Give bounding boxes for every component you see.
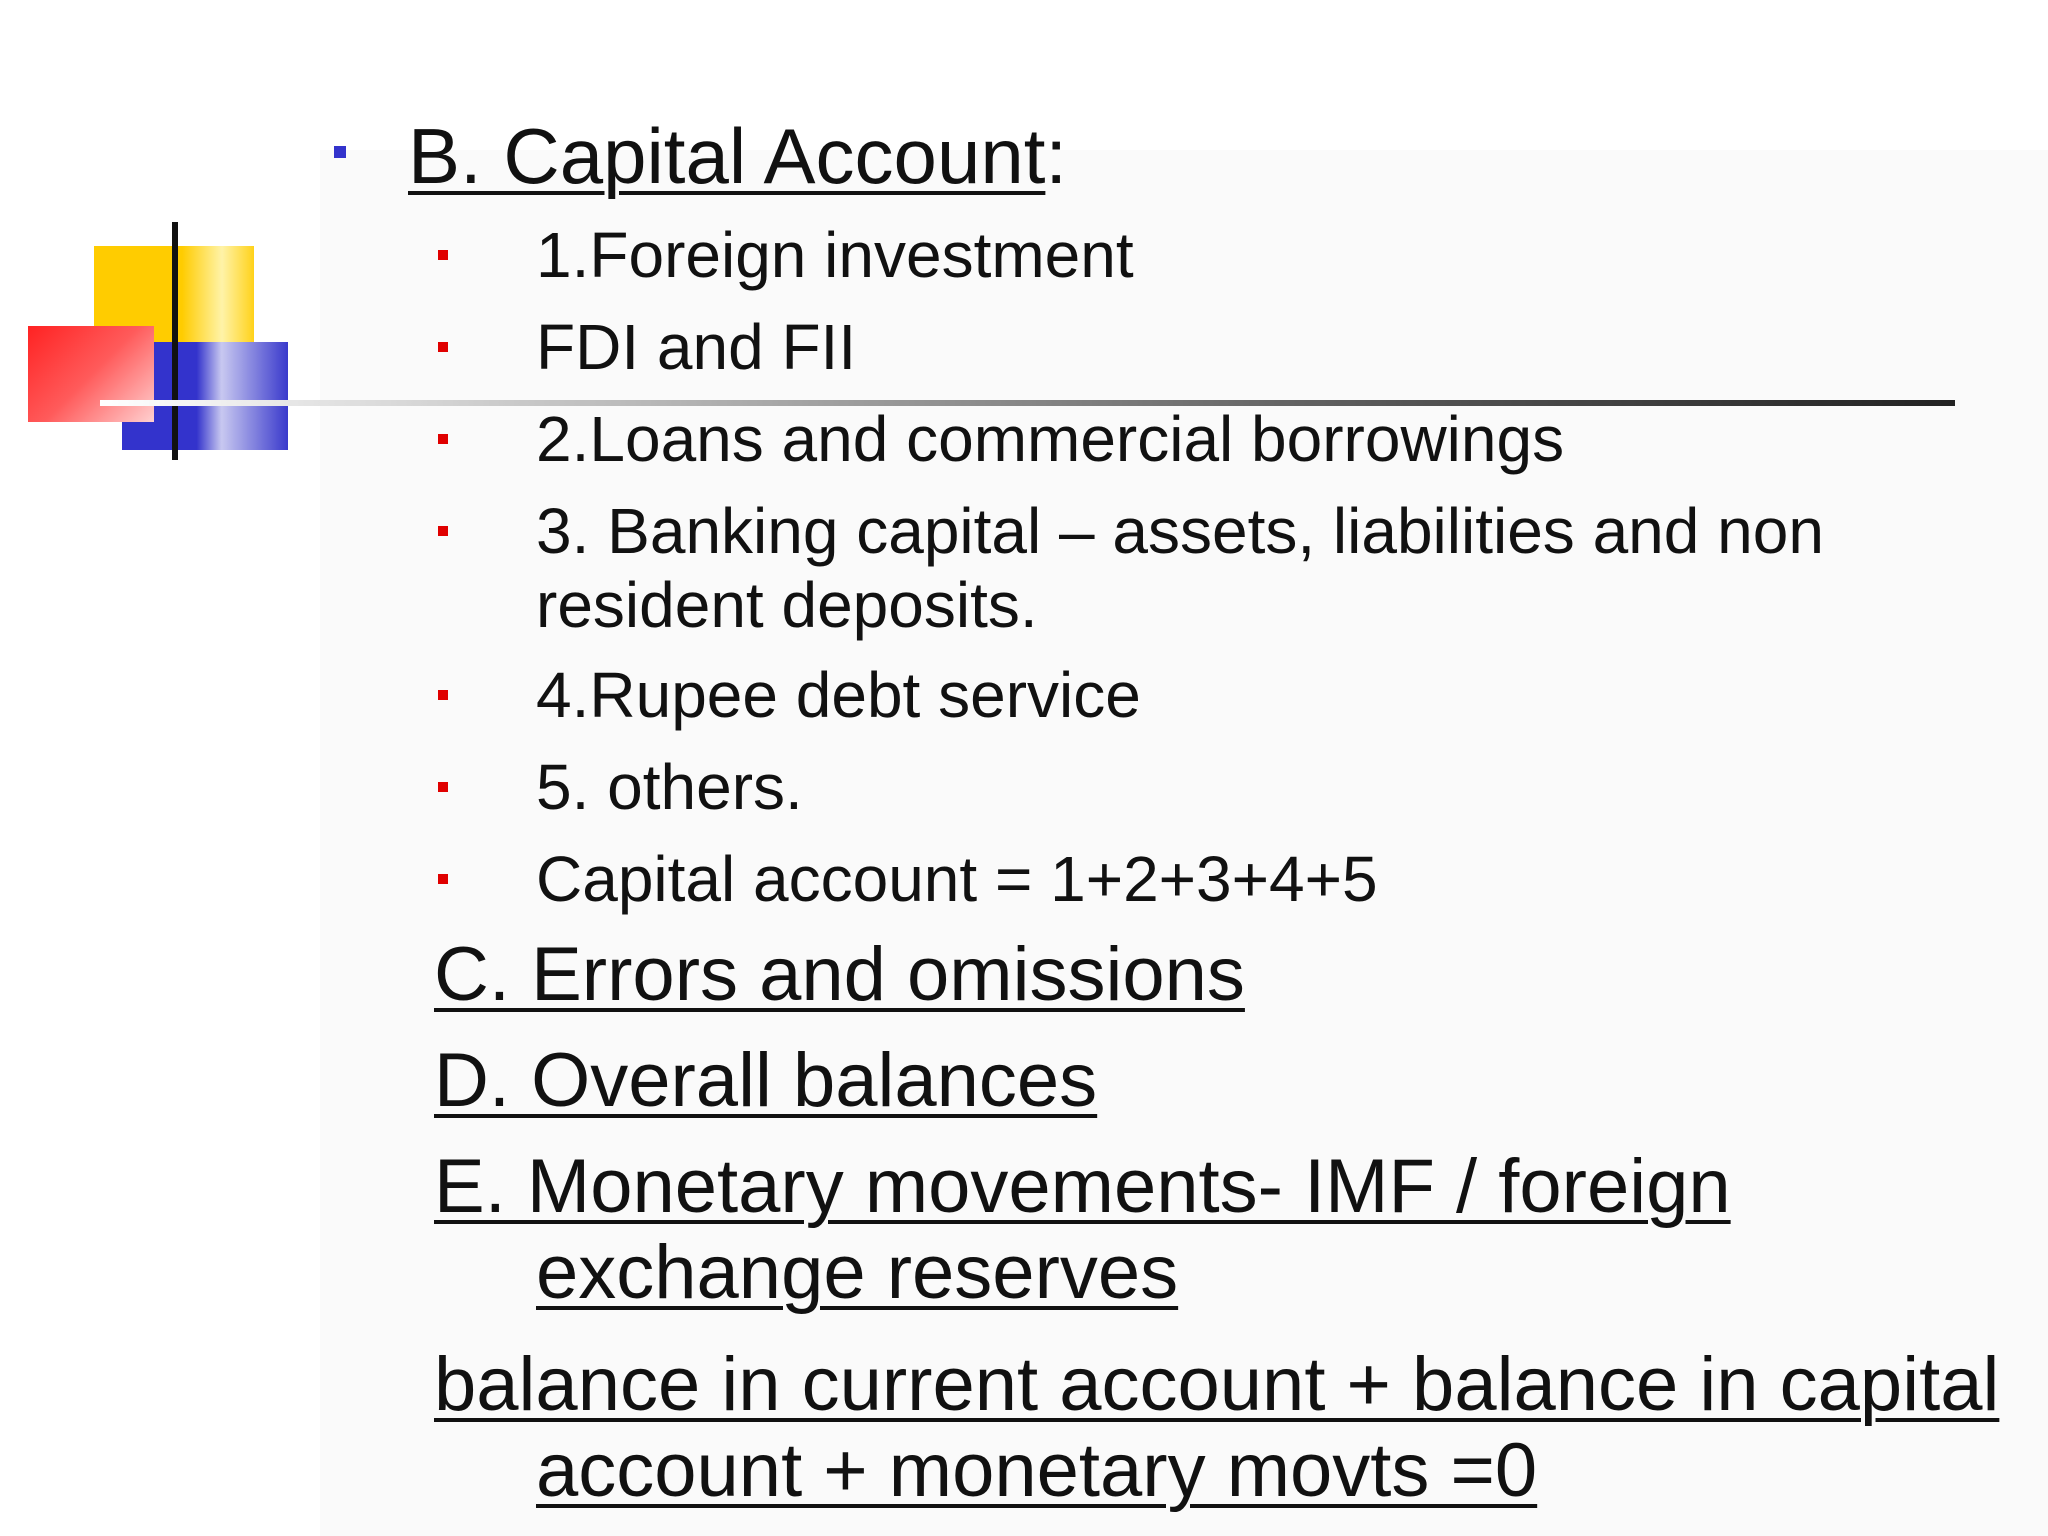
- list-item-text: FDI and FII: [536, 311, 857, 383]
- list-item-text: 5. others.: [536, 751, 803, 823]
- square-bullet-icon: [438, 874, 448, 884]
- list-item-text: 1.Foreign investment: [536, 219, 1134, 291]
- section-overall-balances: D. Overall balances: [434, 1038, 1098, 1123]
- list-item-text: 2.Loans and commercial borrowings: [536, 403, 1565, 475]
- square-bullet-icon: [438, 342, 448, 352]
- square-bullet-icon: [438, 250, 448, 260]
- section-monetary-movements: E. Monetary movements- IMF / foreign exchange reserves: [434, 1144, 1731, 1315]
- list-item-text: 4.Rupee debt service: [536, 659, 1141, 731]
- square-bullet-icon: [334, 146, 346, 158]
- square-bullet-icon: [438, 526, 448, 536]
- heading-title: B. Capital Account: [408, 112, 1046, 200]
- heading-colon: :: [1045, 112, 1068, 200]
- square-bullet-icon: [438, 782, 448, 792]
- balance-equation: balance in current account + balance in capital account + monetary movts =0: [434, 1342, 2000, 1513]
- list-item-text: Capital account = 1+2+3+4+5: [536, 843, 1378, 915]
- list-item-text: 3. Banking capital – assets, liabilities and non resident deposits.: [536, 495, 1824, 641]
- section-errors-omissions: C. Errors and omissions: [434, 932, 1245, 1017]
- slide-heading: [408, 110, 1067, 202]
- square-bullet-icon: [438, 434, 448, 444]
- square-bullet-icon: [438, 690, 448, 700]
